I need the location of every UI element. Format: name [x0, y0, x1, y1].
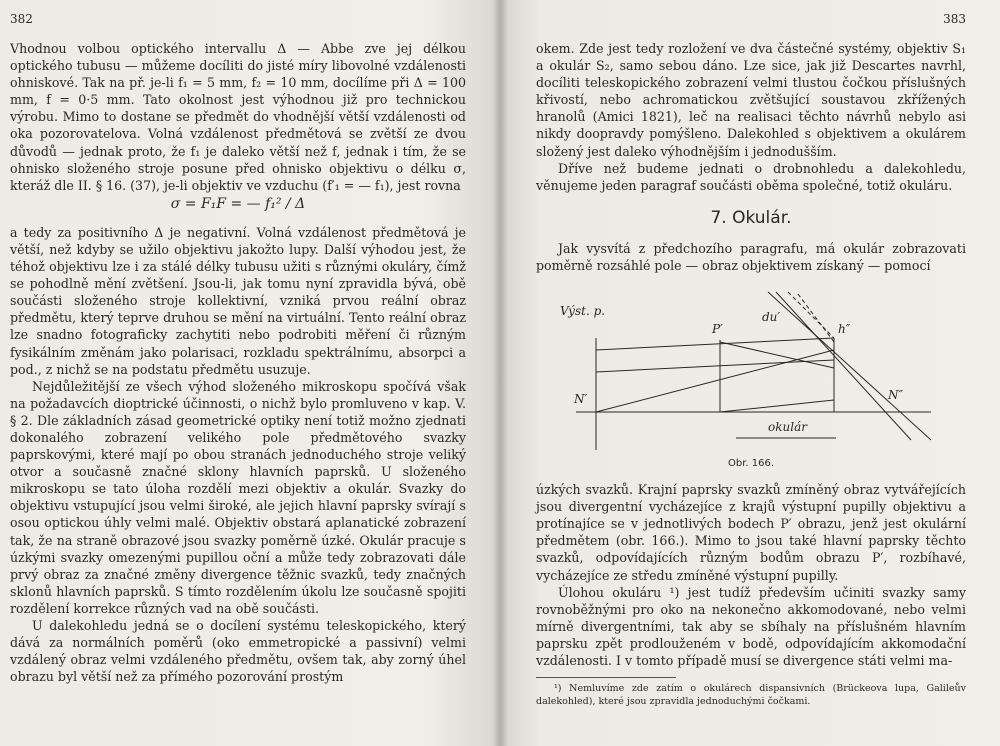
label-exit-pupil: Výst. p.: [560, 304, 606, 319]
footnote-rule: [536, 677, 676, 678]
figure-166: [536, 280, 966, 458]
sigma-formula: σ = F₁F = — f₁² / Δ: [170, 195, 306, 212]
section-heading: 7. Okulár.: [710, 207, 792, 228]
emerging-ray-2: [776, 292, 911, 440]
page-number-right: 383: [943, 12, 966, 26]
label-N-double-prime: N″: [888, 388, 903, 403]
chief-ray-mid: [596, 350, 834, 412]
right-paragraph-3: Jak vysvítá z předchozího paragrafu, má okulár zobrazovati poměrně rozsáhlé pole — obraz objektivem získaný — pomocí: [536, 240, 966, 273]
marginal-ray: [596, 360, 834, 372]
left-paragraph-3: Nejdůležitější ze všech výhod složeného mikroskopu spočívá však na požadavcích dioptrické účinnosti, o nichž bylo promluveno v kap. V. § 2. Dle základních zásad geometrické optiky není totiž možno zjednati dokonalého zobrazení velikého pole předmětového svazky paprskovými, které mají po obou stranách jednoduchého stroje veliký otvor a současně značné sklony hlavních paprsků. U složeného mikroskopu se tato úloha rozdělí mezi objektiv a okulár. Svazky do objektivu vstupující jsou velmi široké, ale jejich hlavní paprsky svírají s osou optickou úhly velmi malé. Objektiv obstará aplanatické zobrazení tak, že na straně obrazové jsou svazky poměrně úzké. Okulár pracuje s úzkými svazky omezenými pupillou oční a může tedy zobrazovati dále prvý obraz za značné změny divergence těžnic svazků, tedy značných sklonů hlavních paprsků. S tímto rozdělením úkolu lze současně spojiti rozdělení korrekce různých vad na obě součásti.: [10, 378, 466, 616]
label-h: h″: [838, 322, 851, 337]
right-paragraph-2: Dříve než budeme jednati o drobnohledu a dalekohledu, věnujeme jeden paragraf součásti oběma společné, totiž okuláru.: [536, 160, 966, 193]
chief-ray-upper: [596, 338, 834, 350]
label-P-prime: P′: [712, 322, 723, 337]
left-paragraph-4: U dalekohledu jedná se o docílení systému teleskopického, který dává za normálních poměrů (oko emmetropické a passivní) velmi vzdálený obraz velmi vzdáleného předmětu, ovšem tak, aby zorný úhel obrazu byl větší než za přímého pozorování prostým: [10, 618, 466, 685]
emerging-ray-1: [768, 292, 931, 440]
right-paragraph-4: úzkých svazků. Krajní paprsky svazků zmíněný obraz vytvářejících jsou divergentní vycházejíce z krajů výstupní pupilly objektivu a protínajíce se v jednotlivých bodech P′ obrazu, jenž jest okulární předmětem (obr. 166.). Mimo to jsou také hlavní paprsky těchto svazků, odpovídajících různým bodům obrazu P′, rozbíhavé, vycházejíce ze středu zmíněné výstupní pupilly.: [536, 482, 966, 583]
ray-lower: [720, 400, 834, 412]
page-number-left: 382: [10, 12, 33, 26]
right-page: [500, 0, 1000, 746]
dashed-ray-2: [798, 294, 834, 342]
right-paragraph-5: Úlohou okuláru ¹) jest tudíž především učiniti svazky samy rovnoběžnými pro oko na nekonečno akkomodované, nebo velmi mírně divergentními, tak aby se sbíhaly na příslušném hlavním paprsku zpět prodlouženém v bodě, odpovídajícím akkomodační vzdálenosti. I v tomto případě musí se divergence státi velmi ma-: [536, 584, 966, 668]
book-gutter: [492, 0, 508, 746]
right-paragraph-1: okem. Zde jest tedy rozložení ve dva částečné systémy, objektiv S₁ a okulár S₂, samo sebou dáno. Lze sice, jak již Descartes navrhl, docíliti teleskopického zobrazení velmi tlustou čočkou příslušných křivostí, nebo achromatickou zvětšující soustavou zkřížených hranolů (Amici 1821), leč na realisaci těchto návrhů nebylo asi nikdy doopravdy pomýšleno. Dalekohled s objektivem a okulárem složený jest daleko výhodnějším i jednodušším.: [536, 41, 966, 159]
label-okular: okulár: [768, 420, 807, 435]
footnote: ¹) Nemluvíme zde zatím o okulárech dispansivních (Brückeova lupa, Galileův dalekohled), které jsou zpravidla jednoduchými čočkami.: [536, 683, 966, 708]
left-paragraph-1: Vhodnou volbou optického intervallu Δ — Abbe zve jej délkou optického tubusu — můžeme docíliti do jisté míry libovolné vzdálenosti ohniskové. Tak na př. je-li f₁ = 5 mm, f₂ = 10 mm, docílíme při Δ = 100 mm, f = 0·5 mm. Tato okolnost jest výhodnou již pro technickou výrobu. Mimo to dostane se předmět do vhodnější větší vzdálenosti od oka pozorovatelova. Volná vzdálenost předmětová se zvětší ze dvou důvodů — jednak proto, že f₁ je daleko větší než f, jednak i tím, že se ohnisko složeného stroje posune před ohnisko objektivu o délku σ, kteráž dle II. § 16. (37), je-li objektiv ve vzduchu (f′₁ = — f₁), jest rovna: [10, 41, 466, 193]
ray-to-h: [720, 342, 834, 368]
label-du: du′: [762, 310, 781, 325]
figure-caption: Obr. 166.: [727, 458, 775, 470]
label-N-prime: N′: [574, 392, 588, 407]
left-paragraph-2: a tedy za positivního Δ je negativní. Volná vzdálenost předmětová je větší, než kdyby se užilo objektivu jakožto lupy. Další výhodou jest, že téhož objektivu lze i za stálé délky tubusu užiti s různými okuláry, čímž se pohodlně mění zvětšení. Jsou-li, jak tomu nyní zpravidla bývá, obě součásti složeného stroje kollektivní, vzniká prvou reální obraz předmětu, který teprve druhou se mění na virtuální. Tento reální obraz lze snadno fotograficky zachytiti nebo podrobiti měření či různým fysikálním změnám jako polarisaci, rozkladu spektrálnímu, absorpci a pod., z nichž se na podstatu předmětu usuzuje.: [10, 224, 466, 377]
